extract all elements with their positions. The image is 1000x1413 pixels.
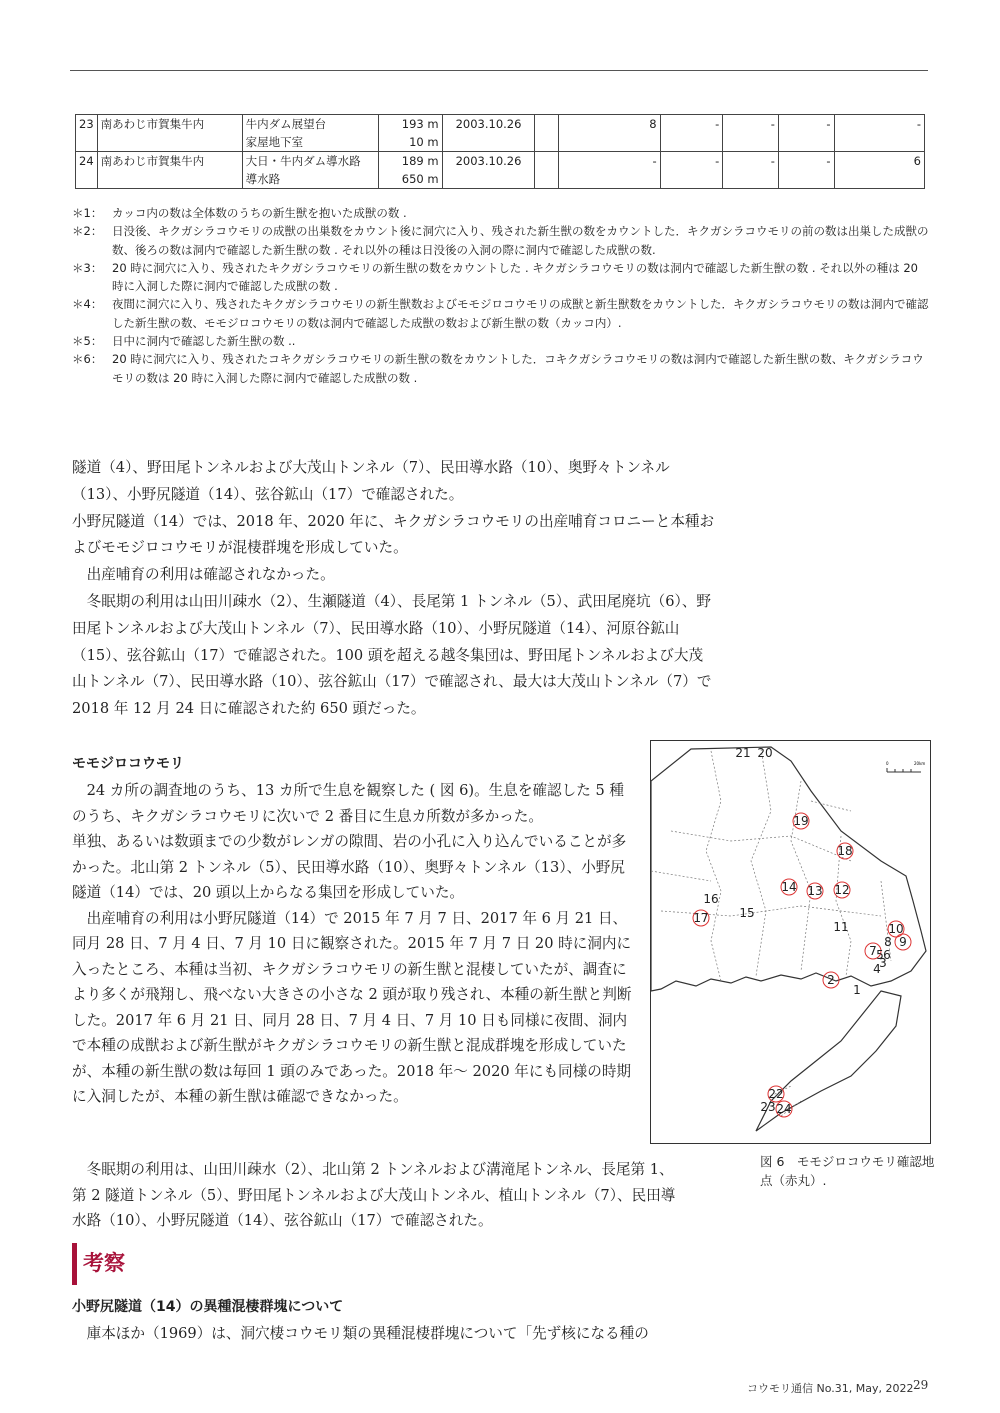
site-label: 20 [757, 746, 773, 760]
paragraph: 出産哺育の利用は確認されなかった。 [86, 566, 335, 584]
paragraph: 24 カ所の調査地のうち、13 カ所で生息を観察した ( 図 6)。生息を確認した 5 種のうち、キクガシラコウモリに次いで 2 番目に生息カ所数が多かった。 [72, 782, 624, 825]
site-label: 13 [807, 884, 823, 898]
site-label: 16 [703, 892, 719, 906]
section-title-discussion: 考察 [83, 1251, 125, 1275]
site-label: 8 [884, 935, 892, 949]
site-label: 12 [834, 883, 850, 897]
body-text-middle [72, 778, 634, 1110]
paragraph: 隧道（4）、野田尾トンネルおよび大茂山トンネル（7）、民田導水路（10）、奥野々トンネル（13）、小野尻隧道（14）、弦谷鉱山（17）で確認された。 [72, 459, 670, 503]
journal-footer: コウモリ通信 No.31, May, 2022 [747, 1382, 914, 1395]
site-label: 11 [833, 920, 849, 934]
note-item: ＊6： 20 時に洞穴に入り、残されたコキクガシラコウモリの新生獣の数をカウントした．コキクガシラコウモリの数は洞内で確認した新生獣の数、キクガシラコウモリの数は 20 時に入洞した際に洞内で確認した成獣の数 . [72, 352, 924, 385]
site-label: 24 [776, 1102, 792, 1116]
header-rule [70, 70, 928, 71]
note-item: ＊5： 日中に洞内で確認した新生獣の数 .. [72, 334, 296, 349]
site-label: 19 [793, 814, 809, 828]
scale-label: 20km [914, 761, 926, 766]
site-label: 6 [883, 948, 891, 962]
section-bar [72, 1243, 77, 1285]
table-row: 23 南あわじ市賀集牛内 牛内ダム展望台 家屋地下室 193 m 10 m 2003.10.26 8 - - - - [76, 115, 925, 152]
paragraph: 単独、あるいは数頭までの少数がレンガの隙間、岩の小孔に入り込んでいることが多かった。北山第 2 トンネル（5）、民田導水路（10）、奥野々トンネル（13）、小野尻隧道（14）では、20 頭以上からなる集団を形成していた。 [72, 833, 627, 901]
paragraph: 小野尻隧道（14）では、2018 年、2020 年に、キクガシラコウモリの出産哺育コロニーと本種およびモモジロコウモリが混棲群塊を形成していた。 [72, 512, 715, 557]
map-svg [651, 741, 930, 1143]
body-text-upper [72, 455, 717, 723]
site-label: 3 [879, 956, 887, 970]
body-text-lower [72, 1157, 682, 1234]
site-label: 14 [781, 880, 797, 894]
table-notes [72, 204, 932, 387]
site-label: 17 [693, 911, 709, 925]
survey-table [75, 114, 925, 189]
section-heading: モモジロコウモリ [72, 756, 184, 772]
page-number: 29 [913, 1378, 929, 1392]
site-label: 15 [739, 906, 755, 920]
paragraph: 庫本ほか（1969）は、洞穴棲コウモリ類の異種混棲群塊について「先ず核になる種の [86, 1325, 649, 1342]
site-label: 5 [876, 948, 884, 962]
site-label: 22 [768, 1087, 784, 1101]
note-item: ＊2： 日没後、キクガシラコウモリの成獣の出巣数をカウント後に洞穴に入り、残された新生獣の数をカウントした．キクガシラコウモリの前の数は出巣した成獣の数、後ろの数は洞内で確認した新生獣の数 . それ以外の種は日没後の入洞の際に洞内で確認した成獣の数. [72, 224, 929, 257]
paragraph: 冬眠期の利用は、山田川疎水（2）、北山第 2 トンネルおよび溝滝尾トンネル、長尾第 1、第 2 隧道トンネル（5）、野田尾トンネルおよび大茂山トンネル、植山トンネル（7）、民田導水路（10）、小野尻隧道（14）、弦谷鉱山（17）で確認された。 [72, 1161, 676, 1229]
note-item: ＊1： カッコ内の数は全体数のうちの新生獣を抱いた成獣の数 . [72, 206, 407, 220]
location-map [650, 740, 931, 1144]
site-label: 10 [888, 922, 904, 936]
note-item: ＊4： 夜間に洞穴に入り、残されたキクガシラコウモリの新生獣数およびモモジロコウモリの成獣と新生獣数をカウントした．キクガシラコウモリの数は洞内で確認した新生獣の数、モモジロコウモリの数は洞内で確認した成獣の数および新生獣の数（カッコ内）. [72, 297, 929, 330]
table-row: 24 南あわじ市賀集牛内 大日・牛内ダム導水路 導水路 189 m 650 m 2003.10.26 - - - - 6 [76, 152, 925, 189]
figure-caption: 図 6 モモジロコウモリ確認地点（赤丸）. [760, 1154, 935, 1188]
note-item: ＊3： 20 時に洞穴に入り、残されたキクガシラコウモリの新生獣の数をカウントした . キクガシラコウモリの数は洞内で確認した新生獣の数 . それ以外の種は 20 時に入洞した際に洞内で確認した成獣の数 . [72, 260, 919, 294]
site-label: 21 [735, 746, 751, 760]
scale-zero: 0 [886, 761, 889, 766]
body-text-bottom [72, 1321, 722, 1347]
paragraph: 冬眠期の利用は山田川疎水（2）、生瀬隧道（4）、長尾第 1 トンネル（5）、武田尾廃坑（6）、野田尾トンネルおよび大茂山トンネル（7）、民田導水路（10）、小野尻隧道（14）、河原谷鉱山（15）、弦谷鉱山（17）で確認された。100 頭を超える越冬集団は、野田尾トンネルおよび大茂山トンネル（7）、民田導水路（10）、弦谷鉱山（17）で確認され、最大は大茂山トンネル（7）で 2018 年 12 月 24 日に確認された約 650 頭だった。 [72, 592, 712, 718]
site-label: 4 [873, 962, 881, 976]
site-label: 1 [853, 983, 861, 997]
site-label: 2 [827, 973, 835, 987]
site-label: 18 [837, 844, 853, 858]
site-label: 9 [899, 935, 907, 949]
subsection-heading: 小野尻隧道（14）の異種混棲群塊について [72, 1299, 344, 1315]
site-label: 23 [760, 1100, 776, 1114]
paragraph: 出産哺育の利用は小野尻隧道（14）で 2015 年 7 月 7 日、2017 年 6 月 21 日、同月 28 日、7 月 4 日、7 月 10 日に観察された。2015 年 7 月 7 日 20 時に洞内に入ったところ、本種は当初、キクガシラコウモリの新生獣と混棲していたが、調査により多くが飛翔し、飛べない大きさの小さな 2 頭が取り残され、本種の新生獣と判断した。2017 年 6 月 21 日、同月 28 日、7 月 4 日、7 月 10 日も同様に夜間、洞内で本種の成獣および新生獣がキクガシラコウモリの新生獣と混成群塊を形成していたが、本種の新生獣の数は毎回 1 頭のみであった。2018 年～ 2020 年にも同様の時期に入洞したが、本種の新生獣は確認できなかった。 [72, 909, 632, 1105]
site-label: 7 [869, 944, 877, 958]
